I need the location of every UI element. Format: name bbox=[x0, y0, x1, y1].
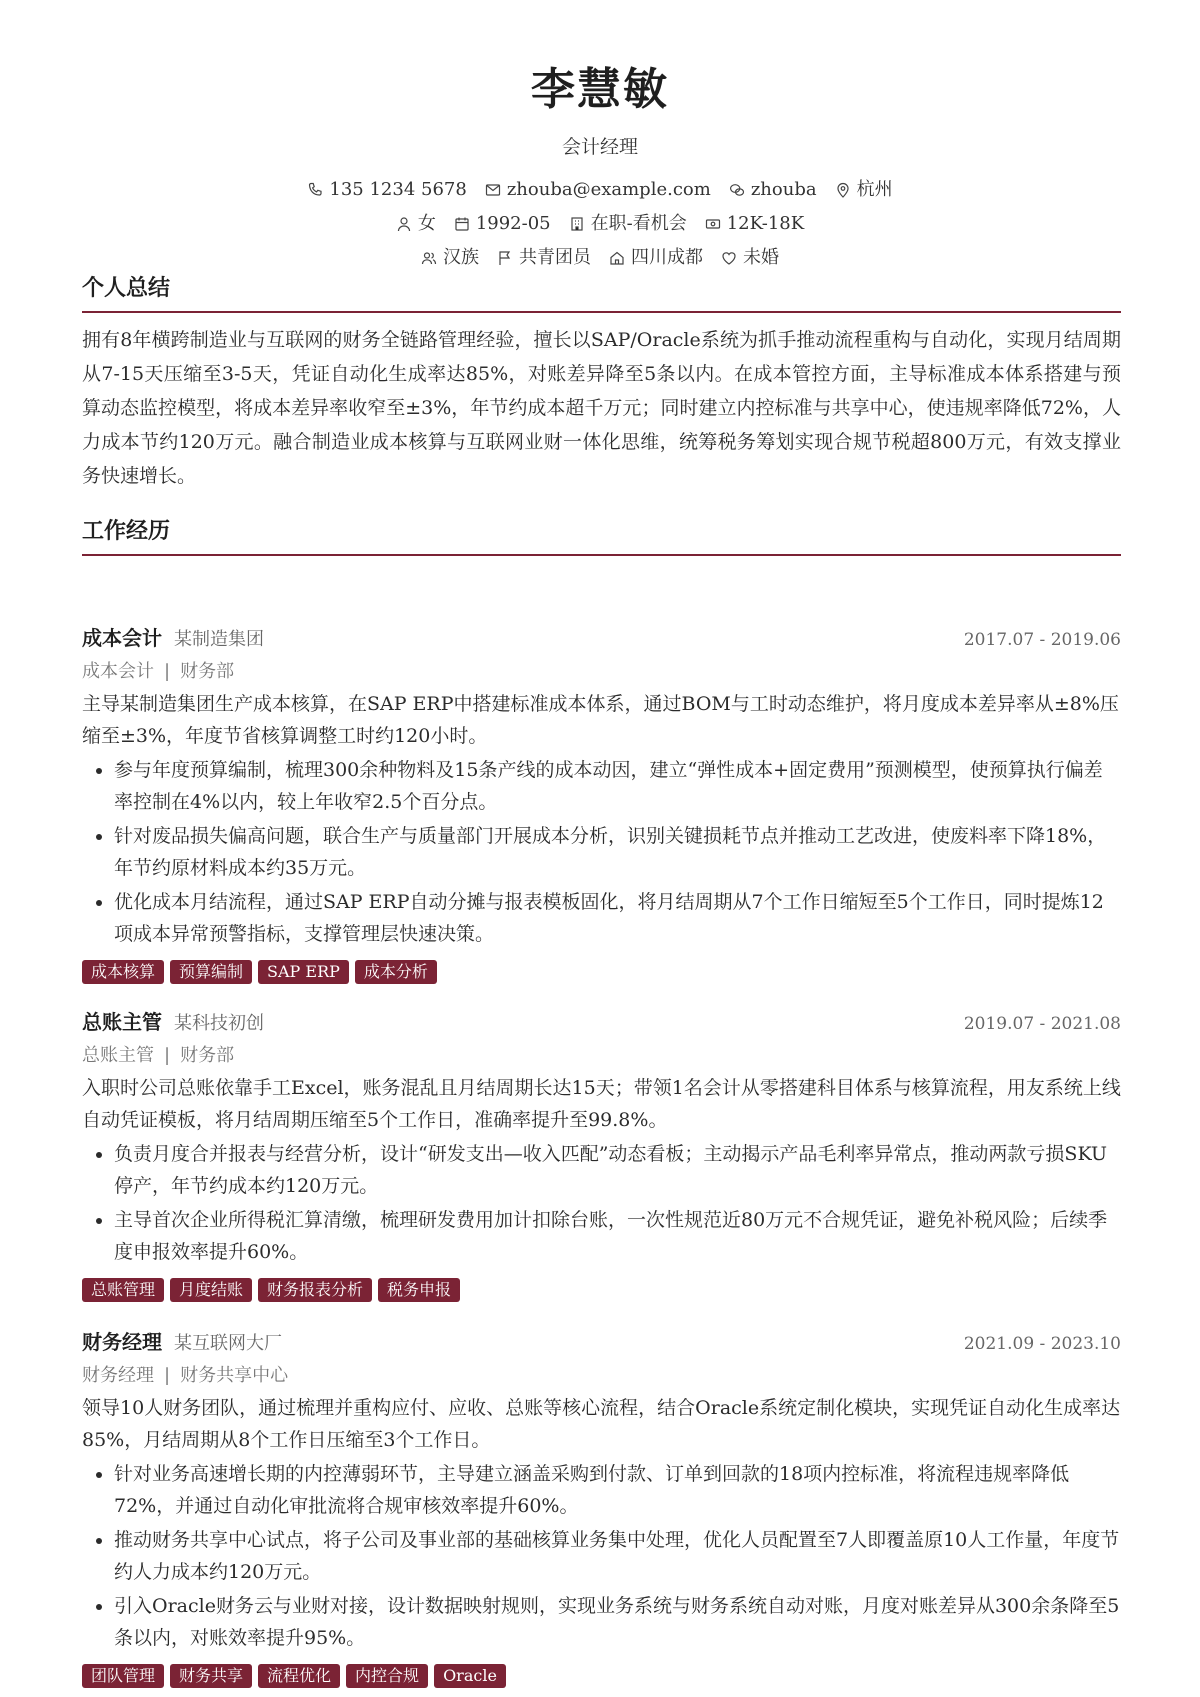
job-header bbox=[82, 1008, 1121, 1038]
wechat-text: zhouba bbox=[750, 179, 817, 200]
skill-tags bbox=[82, 960, 1121, 984]
job-entry bbox=[82, 624, 1121, 984]
city-text: 杭州 bbox=[856, 179, 893, 200]
city-info bbox=[835, 178, 893, 202]
ethnicity-info bbox=[421, 246, 479, 270]
job-header bbox=[82, 624, 1121, 654]
job-header bbox=[82, 1328, 1121, 1358]
job-bullet: • 针对业务高速增长期的内控薄弱环节，主导建立涵盖采购到付款、订单到回款的18项内控标准，将流程违规率降低72%，并通过自动化审批流将合规审核效率提升60%。 bbox=[114, 1458, 1121, 1522]
email-info bbox=[485, 178, 711, 202]
job-bullet: • 推动财务共享中心试点，将子公司及事业部的基础核算业务集中处理，优化人员配置至7人即覆盖原10人工作量，年度节约人力成本约120万元。 bbox=[114, 1524, 1121, 1588]
wechat-info bbox=[729, 178, 817, 202]
skill-tags bbox=[82, 1664, 1121, 1688]
job-bullet: • 参与年度预算编制，梳理300余种物料及15条产线的成本动因，建立“弹性成本+固定费用”预测模型，使预算执行偏差率控制在4%以内，较上年收窄2.5个百分点。 bbox=[114, 754, 1121, 818]
phone-icon bbox=[307, 182, 323, 198]
skill-tag: 财务报表分析 bbox=[258, 1278, 372, 1302]
status-text: 在职-看机会 bbox=[590, 213, 687, 234]
wechat-icon bbox=[729, 182, 745, 198]
marital-text: 未婚 bbox=[743, 247, 779, 268]
skill-tag: 财务共享 bbox=[170, 1664, 252, 1688]
phone-text: 135 1234 5678 bbox=[329, 179, 467, 200]
email-text: zhouba@example.com bbox=[506, 179, 711, 200]
job-position: 总账主管 bbox=[82, 1010, 162, 1034]
hometown-info bbox=[609, 246, 703, 270]
skill-tags bbox=[82, 1278, 1121, 1302]
skill-tag: 成本分析 bbox=[355, 960, 437, 984]
job-description: 领导10人财务团队，通过梳理并重构应付、应收、总账等核心流程，结合Oracle系统定制化模块，实现凭证自动化生成率达85%，月结周期从8个工作日压缩至3个工作日。 bbox=[82, 1397, 1121, 1451]
job-dept: 财务共享中心 bbox=[180, 1365, 289, 1386]
flag-icon bbox=[497, 250, 513, 266]
job-bullets bbox=[82, 1138, 1121, 1268]
users-icon bbox=[421, 250, 437, 266]
job-title: 会计经理 bbox=[561, 136, 638, 158]
job-period: 2017.07 - 2019.06 bbox=[963, 630, 1121, 650]
job-separator: | bbox=[164, 1045, 171, 1066]
summary-heading: 个人总结 bbox=[82, 273, 1121, 313]
building-icon bbox=[569, 216, 585, 232]
mail-icon bbox=[485, 182, 501, 198]
heart-icon bbox=[721, 250, 737, 266]
gender-info bbox=[396, 212, 436, 236]
home-icon bbox=[609, 250, 625, 266]
job-subline bbox=[82, 1362, 1121, 1390]
candidate-name: 李慧敏 bbox=[531, 64, 669, 115]
skill-tag: 成本核算 bbox=[82, 960, 164, 984]
job-dept: 财务部 bbox=[180, 661, 235, 682]
user-icon bbox=[396, 216, 412, 232]
summary-section bbox=[82, 273, 1121, 493]
job-dept: 财务部 bbox=[180, 1045, 235, 1066]
personal-info-row bbox=[0, 246, 1200, 270]
salary-text: 12K-18K bbox=[726, 213, 805, 234]
job-period: 2019.07 - 2021.08 bbox=[963, 1014, 1121, 1034]
money-icon bbox=[705, 216, 721, 232]
job-bullets bbox=[82, 754, 1121, 950]
resume-header bbox=[0, 0, 1200, 270]
job-bullet: • 主导首次企业所得税汇算清缴，梳理研发费用加计扣除台账，一次性规范近80万元不合规凭证，避免补税风险；后续季度申报效率提升60%。 bbox=[114, 1204, 1121, 1268]
job-position: 财务经理 bbox=[82, 1330, 162, 1354]
job-role: 财务经理 bbox=[82, 1365, 154, 1386]
job-bullet: • 引入Oracle财务云与业财对接，设计数据映射规则，实现业务系统与财务系统自动对账，月度对账差异从300余条降至5条以内，对账效率提升95%。 bbox=[114, 1590, 1121, 1654]
skill-tag: 总账管理 bbox=[82, 1278, 164, 1302]
job-entry bbox=[82, 1008, 1121, 1302]
job-description: 主导某制造集团生产成本核算，在SAP ERP中搭建标准成本体系，通过BOM与工时动态维护，将月度成本差异率从±8%压缩至±3%，年度节省核算调整工时约120小时。 bbox=[82, 693, 1119, 747]
job-role: 总账主管 bbox=[82, 1045, 154, 1066]
job-company: 某科技初创 bbox=[174, 1013, 264, 1034]
politics-text: 共青团员 bbox=[519, 247, 591, 268]
job-subline bbox=[82, 1042, 1121, 1070]
basic-info-row bbox=[0, 212, 1200, 236]
job-separator: | bbox=[164, 661, 171, 682]
birth-info bbox=[454, 212, 551, 236]
calendar-icon bbox=[454, 216, 470, 232]
job-description: 入职时公司总账依靠手工Excel，账务混乱且月结周期长达15天；带领1名会计从零搭建科目体系与核算流程，用友系统上线自动凭证模板，将月结周期压缩至5个工作日，准确率提升至99.8%。 bbox=[82, 1077, 1121, 1131]
summary-text: 拥有8年横跨制造业与互联网的财务全链路管理经验，擅长以SAP/Oracle系统为抓手推动流程重构与自动化，实现月结周期从7-15天压缩至3-5天，凭证自动化生成率达85%，对账差异降至5条以内。在成本管控方面，主导标准成本体系搭建与预算动态监控模型，将成本差异率收窄至±3%，年节约成本超千万元；同时建立内控标准与共享中心，使违规率降低72%，人力成本节约120万元。融合制造业成本核算与互联网业财一体化思维，统筹税务筹划实现合规节税超800万元，有效支撑业务快速增长。 bbox=[82, 329, 1121, 487]
experience-section bbox=[82, 516, 1121, 556]
job-separator: | bbox=[164, 1365, 171, 1386]
experience-heading: 工作经历 bbox=[82, 516, 1121, 556]
contact-row bbox=[0, 178, 1200, 202]
skill-tag: SAP ERP bbox=[258, 960, 349, 984]
phone-info bbox=[307, 178, 466, 202]
skill-tag: 内控合规 bbox=[346, 1664, 428, 1688]
salary-info bbox=[705, 212, 804, 236]
job-subline bbox=[82, 658, 1121, 686]
job-bullet: • 负责月度合并报表与经营分析，设计“研发支出—收入匹配”动态看板；主动揭示产品毛利率异常点，推动两款亏损SKU停产，年节约成本约120万元。 bbox=[114, 1138, 1121, 1202]
job-entry bbox=[82, 1328, 1121, 1688]
job-bullet: • 针对废品损失偏高问题，联合生产与质量部门开展成本分析，识别关键损耗节点并推动工艺改进，使废料率下降18%，年节约原材料成本约35万元。 bbox=[114, 820, 1121, 884]
skill-tag: 流程优化 bbox=[258, 1664, 340, 1688]
job-company: 某互联网大厂 bbox=[174, 1333, 282, 1354]
job-bullet: • 优化成本月结流程，通过SAP ERP自动分摊与报表模板固化，将月结周期从7个工作日缩短至5个工作日，同时提炼12项成本异常预警指标，支撑管理层快速决策。 bbox=[114, 886, 1121, 950]
politics-info bbox=[497, 246, 591, 270]
job-company: 某制造集团 bbox=[174, 629, 264, 650]
skill-tag: 月度结账 bbox=[170, 1278, 252, 1302]
hometown-text: 四川成都 bbox=[631, 247, 703, 268]
birth-text: 1992-05 bbox=[475, 213, 551, 234]
skill-tag: 预算编制 bbox=[170, 960, 252, 984]
job-period: 2021.09 - 2023.10 bbox=[963, 1334, 1121, 1354]
gender-text: 女 bbox=[417, 213, 436, 234]
status-info bbox=[569, 212, 687, 236]
job-position: 成本会计 bbox=[82, 626, 162, 650]
skill-tag: Oracle bbox=[434, 1664, 506, 1688]
ethnicity-text: 汉族 bbox=[443, 247, 479, 268]
skill-tag: 团队管理 bbox=[82, 1664, 164, 1688]
job-role: 成本会计 bbox=[82, 661, 154, 682]
marital-info bbox=[721, 246, 779, 270]
experience-list bbox=[82, 624, 1121, 1694]
location-icon bbox=[835, 182, 851, 198]
job-bullets bbox=[82, 1458, 1121, 1654]
skill-tag: 税务申报 bbox=[378, 1278, 460, 1302]
